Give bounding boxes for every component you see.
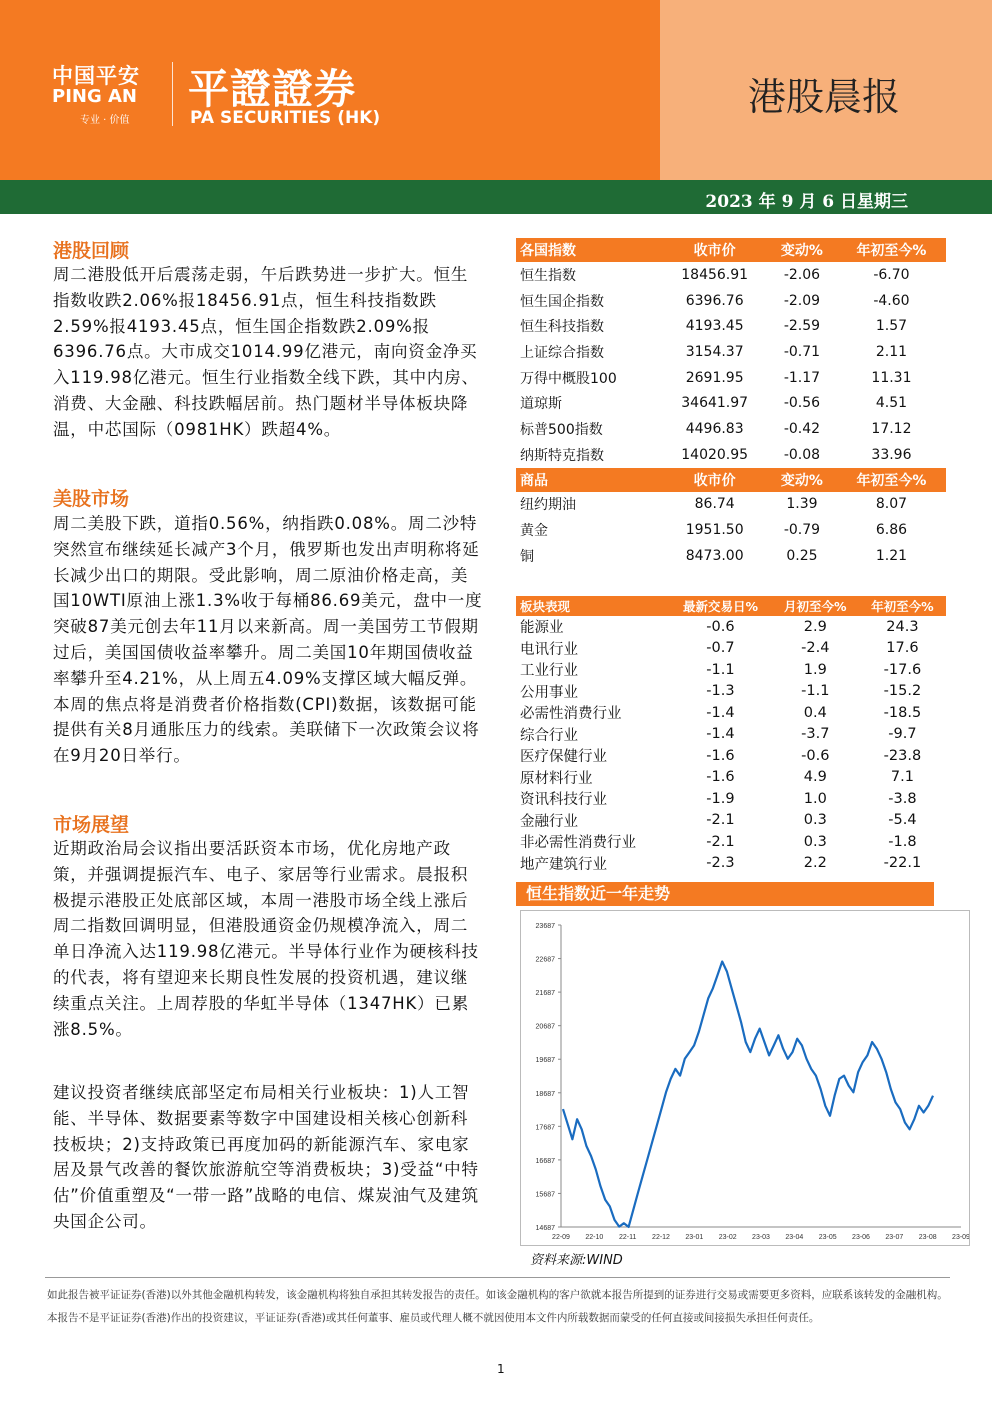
x-tick-label: 23-03 — [752, 1234, 770, 1241]
cell-value: 6.86 — [875, 522, 908, 539]
cell-value: 18456.91 — [681, 266, 749, 283]
disclaimer-text: 如此报告被平证证券(香港)以外其他金融机构转发，该金融机构将独自承担其转发报告的责任。如该金融机构的客户欲就本报告所提到的证券进行交易或需要更多资料，应联系该转发的金融机构。本报告不是平证证券(香港)作出的投资建议，平证证券(香港)或其任何董事、雇员或代理人概不就因使用本文件内所载数据而蒙受的任何直接或间接损失承担任何责任。 — [47, 1289, 948, 1324]
cell-value: -0.56 — [783, 395, 821, 412]
cell-value: 1.0 — [803, 790, 827, 807]
cell-value: 11.31 — [871, 369, 912, 386]
row-label: 综合行业 — [520, 727, 578, 744]
table-header: 各国指数 — [516, 238, 662, 262]
cell-value: -0.08 — [783, 446, 821, 463]
table-header: 变动% — [767, 468, 837, 492]
cell-value: -1.9 — [706, 790, 735, 807]
row-label: 资讯科技行业 — [520, 792, 607, 809]
row-label: 标普500指数 — [520, 421, 603, 438]
table-row — [516, 831, 946, 853]
cell-value: 14020.95 — [681, 446, 749, 463]
cell-value: -1.1 — [706, 661, 735, 678]
cell-value: 2.11 — [875, 343, 908, 360]
cell-value: -0.42 — [783, 420, 821, 437]
cell-value: -9.7 — [888, 726, 917, 743]
cell-value: -0.6 — [801, 747, 830, 764]
x-tick-label: 23-02 — [718, 1234, 737, 1241]
section-text-outlook: 近期政治局会议指出要活跃资本市场，优化房地产政策，并强调提振汽车、电子、家居等行业需求。晨报积极提示港股正处底部区域，本周一港股市场全线上涨后周二指数回调明显，但港股通资金仍规模净流入，周二单日净流入达119.98亿港元。半导体行业作为硬核科技的代表，将有望迎来长期良性发展的投资机遇，建议继续重点关注。上周荐股的华虹半导体（1347HK）已累涨8.5%。 — [53, 839, 479, 1039]
chart-source: 资料来源:WIND — [530, 1253, 623, 1268]
cell-value: 1.39 — [786, 496, 818, 513]
cell-value: 1.9 — [803, 661, 827, 678]
x-tick-label: 23-05 — [818, 1234, 837, 1241]
cell-value: 0.3 — [803, 833, 827, 850]
logo-divider — [172, 62, 173, 126]
section-text-us-market: 周二美股下跌，道指0.56%，纳指跌0.08%。周二沙特突然宣布继续延长减产3个月，俄罗斯也发出声明称将延长减少出口的期限。受此影响，周二原油价格走高，美国10WTI原油上涨1.3%收于每桶86.69美元，盘中一度突破87美元创去年11月以来新高。周一美国劳工节假期过后，美国国债收益率攀升。周二美国10年期国债收益率攀升至4.21%，从上周五4.09%支撑区域大幅反弹。本周的焦点将是消费者价格指数(CPI)数据，该数据可能提供有关8月通胀压力的线索。美联储下一次政策会议将在9月20日举行。 — [53, 514, 483, 766]
table-header: 收市价 — [662, 468, 767, 492]
cell-value: -23.8 — [883, 747, 922, 764]
x-tick-label: 23-07 — [885, 1234, 904, 1241]
commodities-header-row — [516, 468, 946, 492]
cell-value: -4.60 — [873, 292, 910, 309]
cell-value: 17.12 — [871, 420, 912, 437]
x-tick-label: 22-09 — [552, 1234, 570, 1241]
table-header: 月初至今% — [772, 596, 859, 616]
table-header: 板块表现 — [516, 596, 669, 616]
table-row — [516, 416, 946, 442]
y-tick-label: 23687 — [535, 923, 555, 930]
row-label: 医疗保健行业 — [520, 749, 607, 766]
cell-value: -0.6 — [706, 618, 735, 635]
hsi-chart-frame — [520, 910, 970, 1246]
row-label: 非必需性消费行业 — [520, 835, 636, 852]
cell-value: -15.2 — [883, 683, 922, 700]
table-row — [516, 724, 946, 746]
cell-value: -2.1 — [706, 812, 735, 829]
y-tick-label: 19687 — [535, 1057, 555, 1065]
table-row — [516, 517, 946, 543]
y-tick-label: 21687 — [535, 990, 555, 998]
x-tick-label: 22-11 — [618, 1234, 637, 1241]
x-tick-label: 22-12 — [652, 1234, 670, 1241]
table-row — [516, 288, 946, 314]
table-header: 最新交易日% — [669, 596, 772, 616]
y-tick-label: 15687 — [535, 1191, 555, 1199]
cell-value: -1.8 — [888, 833, 917, 850]
table-row — [516, 313, 946, 339]
y-tick-label: 17687 — [535, 1124, 555, 1132]
indices-table — [516, 238, 946, 569]
pingan-logo-cn: 中国平安 — [52, 64, 140, 88]
row-label: 能源业 — [520, 620, 564, 637]
row-label: 黄金 — [520, 523, 548, 540]
row-label: 公用事业 — [520, 684, 578, 701]
row-label: 必需性消费行业 — [520, 706, 622, 723]
cell-value: -1.17 — [783, 369, 821, 386]
x-tick-label: 23-06 — [852, 1234, 870, 1241]
cell-value: -0.7 — [706, 640, 735, 657]
row-label: 铜 — [520, 548, 534, 565]
table-row — [516, 681, 946, 703]
advice-text: 建议投资者继续底部坚定布局相关行业板块：1)人工智能、半导体、数据要素等数字中国建设相关核心创新科技板块；2)支持政策已再度加码的新能源汽车、家电家居及景气改善的餐饮旅游航空等消费板块；3)受益“中特估”价值重塑及“一带一路”战略的电信、煤炭油气及建筑央国企公司。 — [53, 1083, 479, 1231]
cell-value: -2.59 — [783, 318, 821, 335]
hsi-series-line — [563, 962, 933, 1227]
y-tick-label: 18687 — [535, 1090, 555, 1098]
cell-value: -2.09 — [783, 292, 821, 309]
row-label: 原材料行业 — [520, 770, 593, 787]
logo-slogan: 专业 · 价值 — [80, 115, 130, 126]
section-title-outlook: 市场展望 — [53, 814, 130, 836]
cell-value: -2.1 — [706, 833, 735, 850]
row-label: 道琼斯 — [520, 396, 562, 413]
table-row — [516, 390, 946, 416]
table-header: 年初至今% — [837, 238, 946, 262]
indices-header-row — [516, 238, 946, 262]
x-tick-label: 23-01 — [685, 1234, 704, 1241]
cell-value: -0.79 — [783, 522, 821, 539]
footer-divider — [45, 1277, 950, 1278]
row-label: 工业行业 — [520, 663, 578, 680]
table-row — [516, 543, 946, 569]
cell-value: 1.57 — [875, 318, 908, 335]
cell-value: 0.4 — [803, 704, 827, 721]
cell-value: 2.2 — [803, 855, 827, 872]
cell-value: 8473.00 — [685, 547, 744, 564]
cell-value: -1.3 — [706, 683, 735, 700]
cell-value: 0.25 — [786, 547, 818, 564]
cell-value: -2.06 — [783, 266, 821, 283]
section-title-us-market: 美股市场 — [53, 488, 130, 510]
chart-title: 恒生指数近一年走势 — [516, 882, 934, 906]
table-row — [516, 365, 946, 391]
table-header: 变动% — [767, 238, 837, 262]
row-label: 纽约期油 — [520, 497, 576, 514]
brand-name-cn: 平證證券 — [188, 65, 356, 113]
cell-value: -2.3 — [706, 855, 735, 872]
cell-value: 2.9 — [803, 618, 827, 635]
table-row — [516, 702, 946, 724]
row-label: 纳斯特克指数 — [520, 447, 604, 464]
table-row — [516, 262, 946, 288]
pingan-logo-en: PING AN — [52, 86, 137, 107]
cell-value: -3.8 — [888, 790, 917, 807]
section-title-hk-review: 港股回顾 — [53, 240, 130, 262]
cell-value: 4.51 — [875, 395, 908, 412]
table-row — [516, 638, 946, 660]
cell-value: 7.1 — [890, 769, 914, 786]
cell-value: -2.4 — [801, 640, 830, 657]
cell-value: 1951.50 — [685, 522, 744, 539]
table-row — [516, 810, 946, 832]
cell-value: 86.74 — [694, 496, 735, 513]
cell-value: -1.6 — [706, 747, 735, 764]
row-label: 地产建筑行业 — [520, 856, 607, 873]
cell-value: -0.71 — [783, 343, 821, 360]
row-label: 恒生科技指数 — [520, 319, 604, 336]
table-row — [516, 767, 946, 789]
cell-value: 24.3 — [886, 618, 919, 635]
x-tick-label: 23-04 — [785, 1234, 804, 1241]
table-row — [516, 339, 946, 365]
table-header: 年初至今% — [837, 468, 946, 492]
row-label: 电讯行业 — [520, 641, 578, 658]
cell-value: 34641.97 — [681, 395, 749, 412]
table-row — [516, 616, 946, 638]
cell-value: 33.96 — [871, 446, 912, 463]
sector-table — [516, 596, 946, 874]
cell-value: 6396.76 — [685, 292, 744, 309]
table-row — [516, 492, 946, 518]
row-label: 恒生国企指数 — [520, 293, 604, 310]
x-tick-label: 23-08 — [918, 1234, 937, 1241]
cell-value: 4.9 — [803, 769, 827, 786]
cell-value: -5.4 — [888, 812, 917, 829]
brand-name-en: PA SECURITIES (HK) — [190, 108, 381, 128]
cell-value: -18.5 — [883, 704, 922, 721]
cell-value: 8.07 — [875, 496, 908, 513]
table-header: 年初至今% — [859, 596, 946, 616]
cell-value: 4496.83 — [685, 420, 744, 437]
cell-value: -3.7 — [801, 726, 830, 743]
cell-value: 1.21 — [875, 547, 908, 564]
cell-value: -17.6 — [883, 661, 922, 678]
cell-value: 17.6 — [886, 640, 919, 657]
y-tick-label: 20687 — [535, 1023, 555, 1031]
report-date: 2023 年 9 月 6 日星期三 — [705, 192, 908, 212]
y-tick-label: 16687 — [535, 1157, 555, 1165]
cell-value: 0.3 — [803, 812, 827, 829]
table-row — [516, 442, 946, 468]
table-row — [516, 659, 946, 681]
cell-value: 3154.37 — [685, 343, 744, 360]
table-row — [516, 745, 946, 767]
cell-value: -1.6 — [706, 769, 735, 786]
table-header: 收市价 — [662, 238, 767, 262]
y-tick-label: 22687 — [535, 956, 555, 964]
y-tick-label: 14687 — [535, 1225, 555, 1232]
row-label: 万得中概股100 — [520, 370, 617, 387]
sector-header-row — [516, 596, 946, 616]
row-label: 恒生指数 — [520, 267, 576, 284]
cell-value: -1.1 — [801, 683, 830, 700]
page-number: 1 — [497, 1362, 505, 1376]
hsi-line-chart — [521, 911, 969, 1245]
row-label: 上证综合指数 — [520, 344, 604, 361]
cell-value: 2691.95 — [685, 369, 744, 386]
section-text-hk-review: 周二港股低开后震荡走弱，午后跌势进一步扩大。恒生指数收跌2.06%报18456.91点，恒生科技指数跌2.59%报4193.45点，恒生国企指数跌2.09%报6396.76点。大市成交1014.99亿港元，南向资金净买入119.98亿港元。恒生行业指数全线下跌，其中内房、消费、大金融、科技跌幅居前。热门题材半导体板块降温，中芯国际（0981HK）跌超4%。 — [53, 265, 479, 439]
row-label: 金融行业 — [520, 813, 578, 830]
x-tick-label: 23-09 — [952, 1234, 969, 1241]
x-tick-label: 22-10 — [585, 1234, 604, 1241]
cell-value: -1.4 — [706, 726, 735, 743]
cell-value: -6.70 — [873, 266, 910, 283]
table-row — [516, 788, 946, 810]
cell-value: -22.1 — [883, 855, 922, 872]
report-title: 港股晨报 — [748, 75, 901, 119]
table-row — [516, 853, 946, 875]
cell-value: -1.4 — [706, 704, 735, 721]
table-header: 商品 — [516, 468, 662, 492]
cell-value: 4193.45 — [685, 318, 744, 335]
